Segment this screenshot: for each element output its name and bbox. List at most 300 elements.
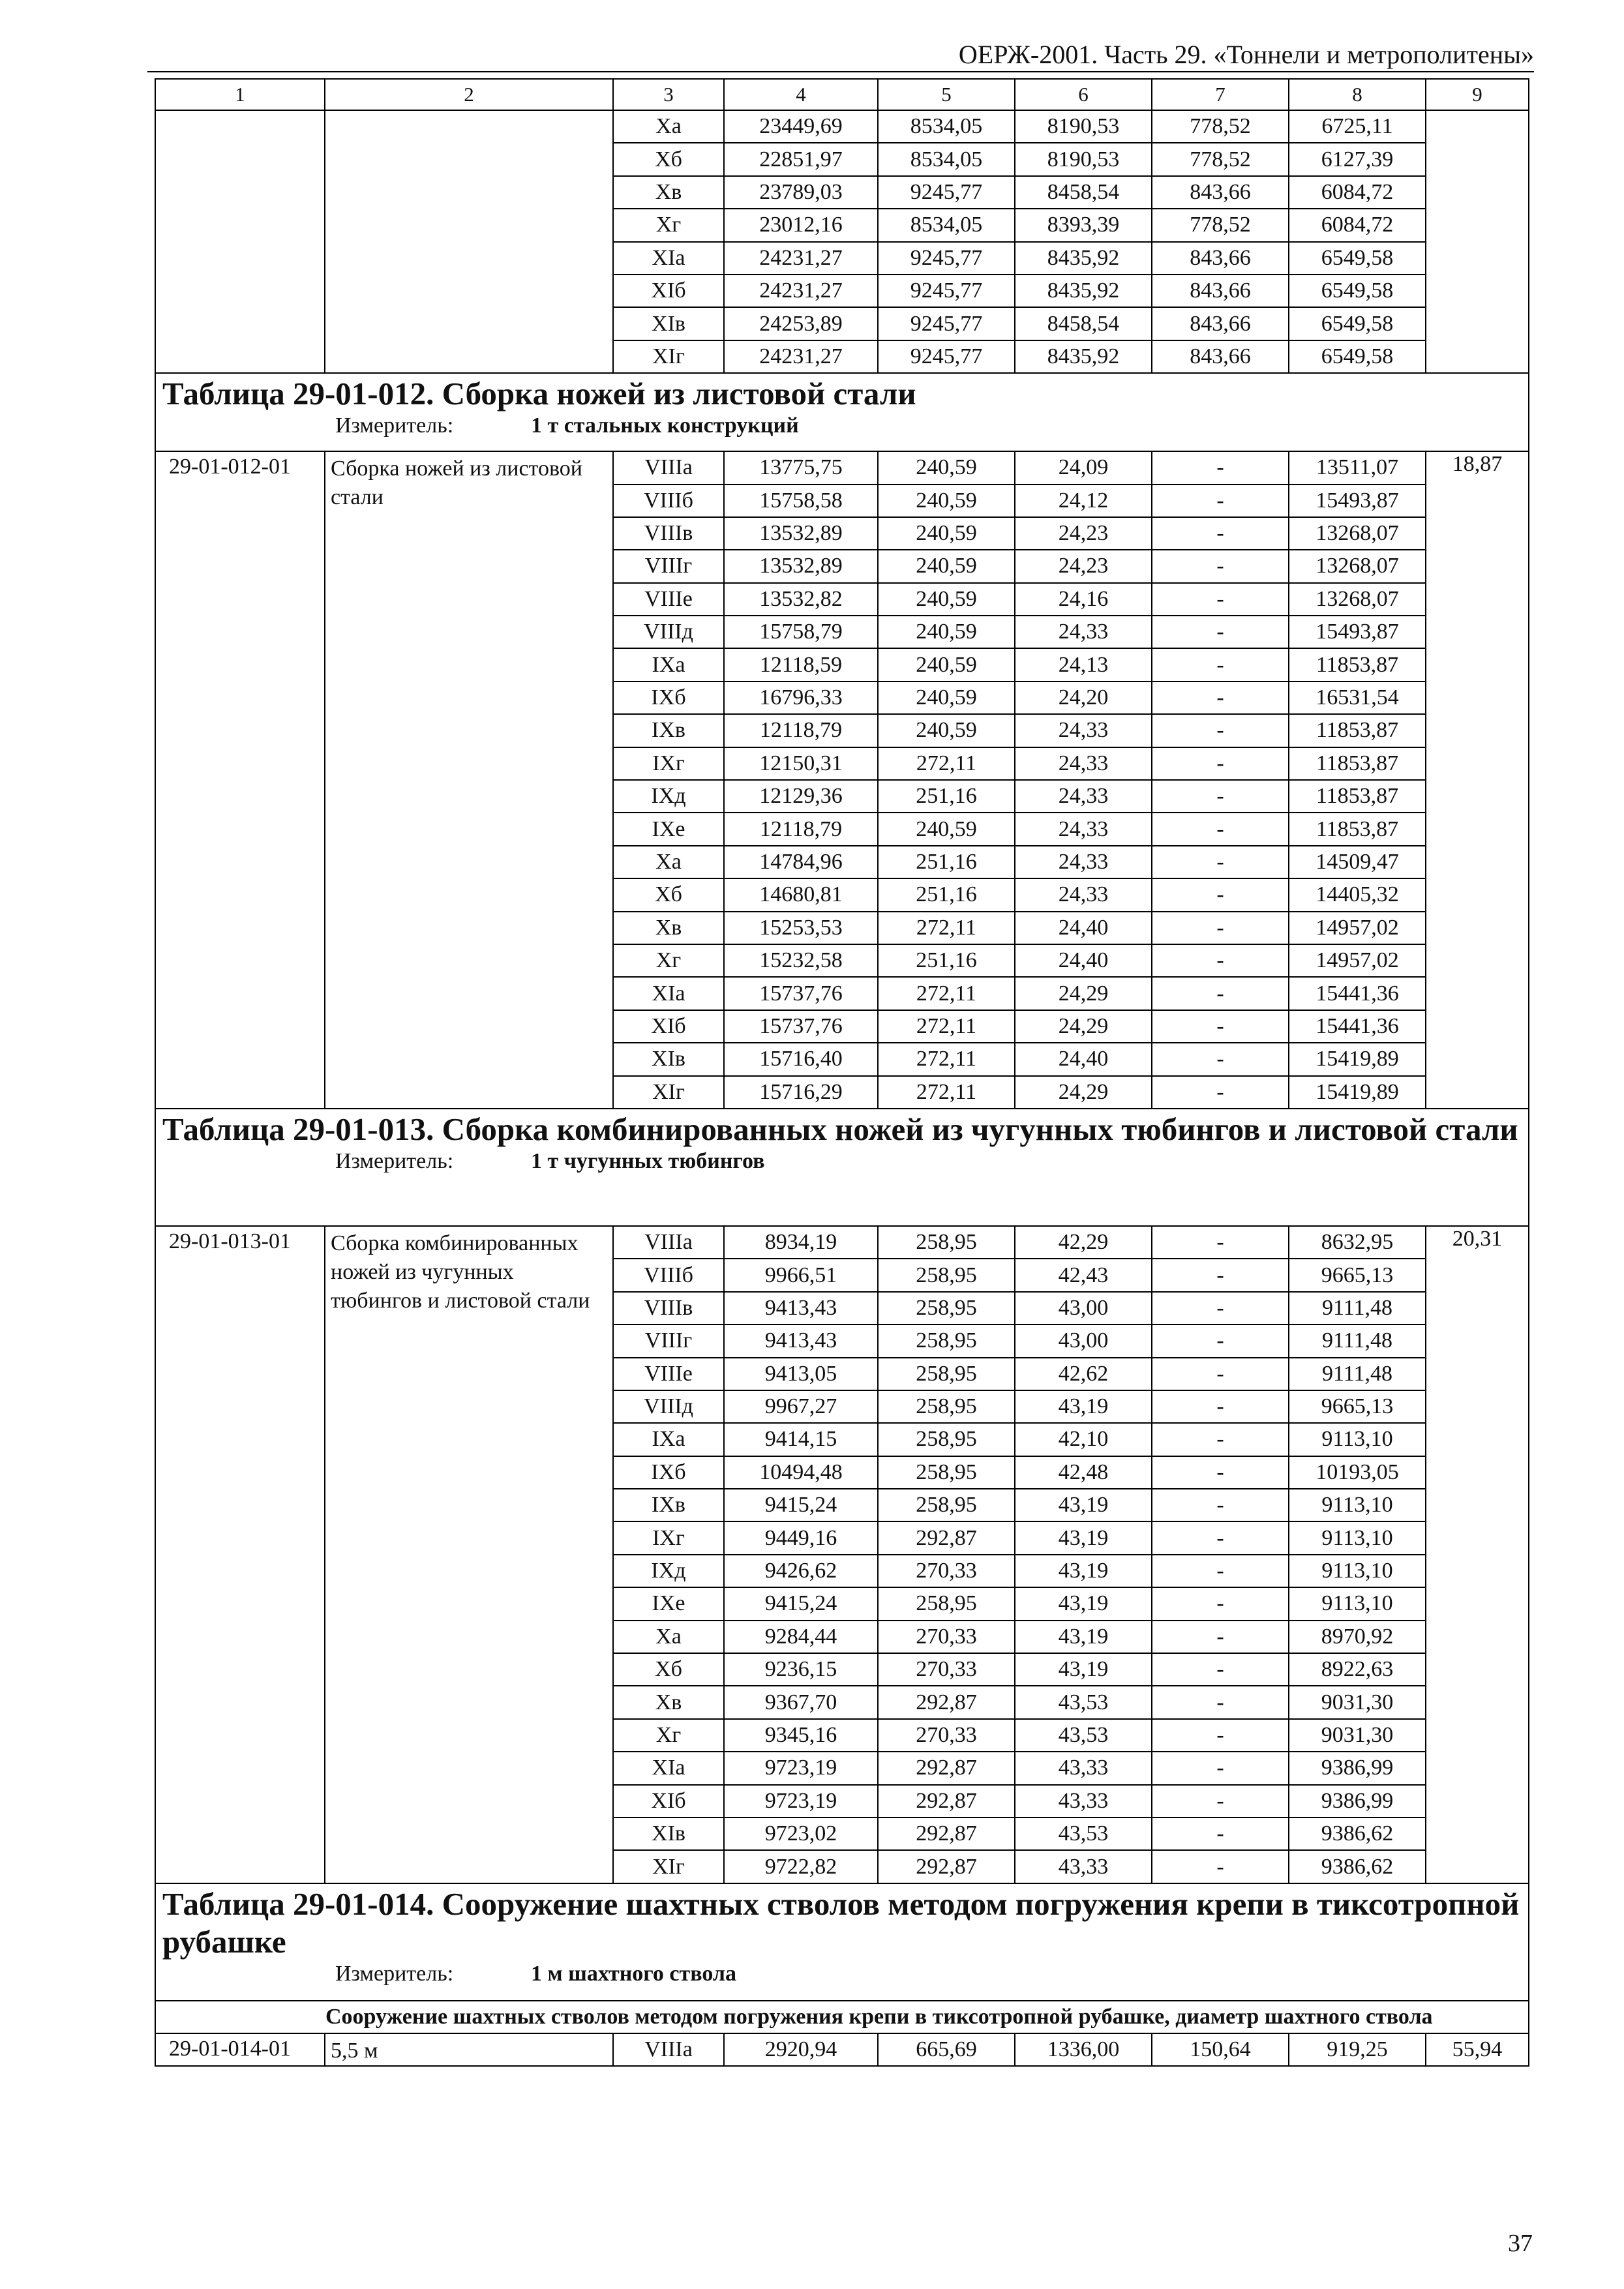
value-cell: 24231,27: [724, 242, 878, 275]
value-cell: 43,33: [1015, 1785, 1152, 1818]
value-cell: XIв: [613, 307, 724, 340]
code-cell: [155, 110, 325, 373]
value-cell: 843,66: [1152, 340, 1289, 373]
value-cell: 12129,36: [724, 780, 878, 813]
value-cell: 150,64: [1152, 2033, 1289, 2066]
value-cell: -: [1152, 1010, 1289, 1043]
value-cell: 9236,15: [724, 1653, 878, 1686]
value-cell: 292,87: [878, 1785, 1015, 1818]
value-cell: 24,09: [1015, 451, 1152, 484]
value-cell: 9113,10: [1289, 1489, 1426, 1521]
value-cell: VIIIв: [613, 517, 724, 550]
value-cell: 272,11: [878, 912, 1015, 944]
value-cell: 9245,77: [878, 307, 1015, 340]
value-cell: 843,66: [1152, 307, 1289, 340]
value-cell: -: [1152, 1390, 1289, 1423]
table-body: [155, 79, 1529, 2066]
value-cell: IXб: [613, 681, 724, 714]
value-cell: 272,11: [878, 1010, 1015, 1043]
value-cell: 15737,76: [724, 977, 878, 1010]
unit-label: Измеритель:: [335, 413, 454, 438]
value-cell: 6549,58: [1289, 340, 1426, 373]
value-cell: 12118,79: [724, 813, 878, 845]
value-cell: 13268,07: [1289, 517, 1426, 550]
value-cell: 24,33: [1015, 714, 1152, 747]
value-cell: -: [1152, 1850, 1289, 1883]
value-cell: 292,87: [878, 1752, 1015, 1784]
value-cell: 16531,54: [1289, 681, 1426, 714]
table-title: Таблица 29-01-014. Сооружение шахтных стволов методом погружения крепи в тиксотропной рубашке: [162, 1885, 1520, 1960]
value-cell: 272,11: [878, 1076, 1015, 1109]
value-cell: 43,19: [1015, 1390, 1152, 1423]
value-cell: 10193,05: [1289, 1456, 1426, 1489]
value-cell: 9966,51: [724, 1259, 878, 1291]
value-cell: 2920,94: [724, 2033, 878, 2066]
value-cell: 8435,92: [1015, 242, 1152, 275]
column-number: 7: [1152, 79, 1289, 110]
value-cell: -: [1152, 1226, 1289, 1259]
value-cell: XIб: [613, 1010, 724, 1043]
value-cell: 240,59: [878, 648, 1015, 681]
value-cell: 13532,89: [724, 517, 878, 550]
value-cell: 9426,62: [724, 1555, 878, 1587]
value-cell: 270,33: [878, 1621, 1015, 1653]
value-cell: 9449,16: [724, 1521, 878, 1554]
value-cell: 24,33: [1015, 846, 1152, 878]
value-cell: 13511,07: [1289, 451, 1426, 484]
value-cell: VIIIд: [613, 1390, 724, 1423]
value-cell: IXe: [613, 1587, 724, 1620]
value-cell: -: [1152, 1818, 1289, 1850]
header-rule: [147, 71, 1534, 72]
value-cell: -: [1152, 1587, 1289, 1620]
value-cell: -: [1152, 681, 1289, 714]
value-cell: 24,40: [1015, 912, 1152, 944]
value-cell: 240,59: [878, 681, 1015, 714]
value-cell: 9722,82: [724, 1850, 878, 1883]
col9-cell: 20,31: [1426, 1226, 1529, 1883]
value-cell: -: [1152, 550, 1289, 582]
value-cell: 9723,19: [724, 1785, 878, 1818]
value-cell: 13532,89: [724, 550, 878, 582]
value-cell: VIIIд: [613, 616, 724, 648]
value-cell: 43,53: [1015, 1686, 1152, 1718]
value-cell: 15493,87: [1289, 485, 1426, 517]
value-cell: 15232,58: [724, 944, 878, 977]
value-cell: 24,33: [1015, 616, 1152, 648]
value-cell: 15758,58: [724, 485, 878, 517]
value-cell: XIa: [613, 1752, 724, 1784]
value-cell: Xб: [613, 1653, 724, 1686]
col9-cell: 18,87: [1426, 451, 1529, 1109]
value-cell: 11853,87: [1289, 747, 1426, 780]
value-cell: 272,11: [878, 977, 1015, 1010]
value-cell: 24,40: [1015, 1043, 1152, 1075]
value-cell: 8435,92: [1015, 275, 1152, 307]
value-cell: VIIIe: [613, 583, 724, 616]
value-cell: 292,87: [878, 1818, 1015, 1850]
value-cell: Xб: [613, 878, 724, 911]
value-cell: -: [1152, 648, 1289, 681]
table-title: Таблица 29-01-012. Сборка ножей из листовой стали: [162, 376, 916, 412]
value-cell: 8970,92: [1289, 1621, 1426, 1653]
value-cell: VIIIб: [613, 1259, 724, 1291]
value-cell: 258,95: [878, 1292, 1015, 1324]
column-number-row: [155, 79, 1529, 110]
value-cell: 9111,48: [1289, 1324, 1426, 1357]
value-cell: IXe: [613, 813, 724, 845]
table-row: [155, 2033, 1529, 2066]
value-cell: 43,33: [1015, 1752, 1152, 1784]
value-cell: 9665,13: [1289, 1390, 1426, 1423]
value-cell: 258,95: [878, 1423, 1015, 1456]
value-cell: 43,00: [1015, 1324, 1152, 1357]
value-cell: 42,48: [1015, 1456, 1152, 1489]
value-cell: -: [1152, 813, 1289, 845]
value-cell: 778,52: [1152, 209, 1289, 241]
value-cell: IXв: [613, 1489, 724, 1521]
value-cell: 258,95: [878, 1226, 1015, 1259]
value-cell: 8922,63: [1289, 1653, 1426, 1686]
value-cell: -: [1152, 1324, 1289, 1357]
value-cell: 43,53: [1015, 1719, 1152, 1752]
value-cell: IXв: [613, 714, 724, 747]
col9-cell: [1426, 110, 1529, 373]
value-cell: -: [1152, 1456, 1289, 1489]
subheading-row: [155, 2001, 1529, 2033]
value-cell: 15758,79: [724, 616, 878, 648]
value-cell: 6084,72: [1289, 209, 1426, 241]
value-cell: XIг: [613, 1850, 724, 1883]
code-cell: 29-01-014-01: [155, 2033, 325, 2066]
value-cell: 9413,43: [724, 1324, 878, 1357]
value-cell: 43,19: [1015, 1653, 1152, 1686]
value-cell: VIIIe: [613, 1358, 724, 1390]
value-cell: 270,33: [878, 1653, 1015, 1686]
value-cell: 24231,27: [724, 275, 878, 307]
value-cell: 9345,16: [724, 1719, 878, 1752]
value-cell: 22851,97: [724, 143, 878, 175]
value-cell: 258,95: [878, 1489, 1015, 1521]
value-cell: 42,43: [1015, 1259, 1152, 1291]
value-cell: 9245,77: [878, 275, 1015, 307]
value-cell: 1336,00: [1015, 2033, 1152, 2066]
value-cell: 23449,69: [724, 110, 878, 143]
value-cell: IXб: [613, 1456, 724, 1489]
value-cell: IXд: [613, 1555, 724, 1587]
value-cell: 24,16: [1015, 583, 1152, 616]
value-cell: 9723,19: [724, 1752, 878, 1784]
value-cell: 270,33: [878, 1555, 1015, 1587]
value-cell: 43,00: [1015, 1292, 1152, 1324]
value-cell: 24,29: [1015, 977, 1152, 1010]
value-cell: 6549,58: [1289, 307, 1426, 340]
value-cell: 9665,13: [1289, 1259, 1426, 1291]
value-cell: -: [1152, 583, 1289, 616]
column-number: 6: [1015, 79, 1152, 110]
page-number: 37: [1508, 2230, 1533, 2257]
table-title-row: [155, 1883, 1529, 2001]
value-cell: 240,59: [878, 583, 1015, 616]
value-cell: VIIIб: [613, 485, 724, 517]
value-cell: 12118,59: [724, 648, 878, 681]
name-cell: Сборка комбинированных ножей из чугунных тюбингов и листовой стали: [325, 1226, 613, 1883]
value-cell: -: [1152, 1752, 1289, 1784]
value-cell: 6127,39: [1289, 143, 1426, 175]
value-cell: 15493,87: [1289, 616, 1426, 648]
value-cell: -: [1152, 1259, 1289, 1291]
value-cell: 251,16: [878, 780, 1015, 813]
value-cell: 15441,36: [1289, 977, 1426, 1010]
value-cell: 258,95: [878, 1358, 1015, 1390]
value-cell: 665,69: [878, 2033, 1015, 2066]
value-cell: IXг: [613, 747, 724, 780]
value-cell: -: [1152, 1358, 1289, 1390]
value-cell: 24253,89: [724, 307, 878, 340]
unit-value: 1 т стальных конструкций: [531, 413, 799, 438]
value-cell: 10494,48: [724, 1456, 878, 1489]
value-cell: Xa: [613, 846, 724, 878]
value-cell: -: [1152, 747, 1289, 780]
value-cell: 8458,54: [1015, 307, 1152, 340]
value-cell: 15737,76: [724, 1010, 878, 1043]
value-cell: -: [1152, 1043, 1289, 1075]
value-cell: 42,10: [1015, 1423, 1152, 1456]
value-cell: -: [1152, 1719, 1289, 1752]
value-cell: Xг: [613, 209, 724, 241]
value-cell: 251,16: [878, 944, 1015, 977]
unit-line: [162, 1961, 1524, 1987]
value-cell: 12150,31: [724, 747, 878, 780]
value-cell: 13268,07: [1289, 583, 1426, 616]
value-cell: 258,95: [878, 1587, 1015, 1620]
value-cell: 14957,02: [1289, 944, 1426, 977]
value-cell: IXг: [613, 1521, 724, 1554]
value-cell: 13268,07: [1289, 550, 1426, 582]
value-cell: 43,19: [1015, 1521, 1152, 1554]
value-cell: 9413,43: [724, 1292, 878, 1324]
value-cell: 42,29: [1015, 1226, 1152, 1259]
unit-label: Измеритель:: [335, 1961, 454, 1986]
value-cell: Xв: [613, 912, 724, 944]
value-cell: 15441,36: [1289, 1010, 1426, 1043]
value-cell: -: [1152, 714, 1289, 747]
code-cell: 29-01-013-01: [155, 1226, 325, 1883]
value-cell: 15419,89: [1289, 1076, 1426, 1109]
table-title-cell: [155, 1883, 1529, 2001]
value-cell: VIIIa: [613, 1226, 724, 1259]
value-cell: 258,95: [878, 1324, 1015, 1357]
value-cell: 240,59: [878, 616, 1015, 648]
value-cell: -: [1152, 451, 1289, 484]
code-cell: 29-01-012-01: [155, 451, 325, 1109]
value-cell: 778,52: [1152, 143, 1289, 175]
value-cell: 24,23: [1015, 517, 1152, 550]
value-cell: VIIIa: [613, 451, 724, 484]
column-number: 1: [155, 79, 325, 110]
value-cell: -: [1152, 1555, 1289, 1587]
value-cell: 15716,29: [724, 1076, 878, 1109]
value-cell: 6084,72: [1289, 176, 1426, 209]
value-cell: XIг: [613, 340, 724, 373]
value-cell: 24,12: [1015, 485, 1152, 517]
value-cell: 16796,33: [724, 681, 878, 714]
value-cell: 258,95: [878, 1390, 1015, 1423]
value-cell: IXa: [613, 648, 724, 681]
value-cell: 9414,15: [724, 1423, 878, 1456]
value-cell: 240,59: [878, 517, 1015, 550]
value-cell: -: [1152, 878, 1289, 911]
value-cell: -: [1152, 1292, 1289, 1324]
value-cell: -: [1152, 485, 1289, 517]
unit-label: Измеритель:: [335, 1148, 454, 1173]
value-cell: XIб: [613, 1785, 724, 1818]
value-cell: 43,53: [1015, 1818, 1152, 1850]
value-cell: Xa: [613, 1621, 724, 1653]
value-cell: 9245,77: [878, 176, 1015, 209]
value-cell: VIIIг: [613, 550, 724, 582]
value-cell: 11853,87: [1289, 813, 1426, 845]
value-cell: 251,16: [878, 846, 1015, 878]
value-cell: 8632,95: [1289, 1226, 1426, 1259]
value-cell: IXa: [613, 1423, 724, 1456]
value-cell: -: [1152, 1785, 1289, 1818]
value-cell: 9245,77: [878, 242, 1015, 275]
name-cell: 5,5 м: [325, 2033, 613, 2066]
table-title-row: [155, 1109, 1529, 1226]
value-cell: 9386,99: [1289, 1785, 1426, 1818]
value-cell: 292,87: [878, 1521, 1015, 1554]
value-cell: -: [1152, 1621, 1289, 1653]
value-cell: 240,59: [878, 451, 1015, 484]
value-cell: 8393,39: [1015, 209, 1152, 241]
value-cell: 14680,81: [724, 878, 878, 911]
value-cell: -: [1152, 944, 1289, 977]
value-cell: 258,95: [878, 1259, 1015, 1291]
value-cell: 12118,79: [724, 714, 878, 747]
value-cell: 24,33: [1015, 780, 1152, 813]
subheading-cell: Сооружение шахтных стволов методом погружения крепи в тиксотропной рубашке, диаметр шахтного ствола: [155, 2001, 1529, 2033]
value-cell: -: [1152, 616, 1289, 648]
value-cell: 919,25: [1289, 2033, 1426, 2066]
name-cell: [325, 110, 613, 373]
value-cell: 24,33: [1015, 747, 1152, 780]
value-cell: 6725,11: [1289, 110, 1426, 143]
value-cell: 8534,05: [878, 143, 1015, 175]
value-cell: 9386,62: [1289, 1850, 1426, 1883]
value-cell: 8435,92: [1015, 340, 1152, 373]
value-cell: 15419,89: [1289, 1043, 1426, 1075]
table-title: Таблица 29-01-013. Сборка комбинированных ножей из чугунных тюбингов и листовой стали: [162, 1111, 1518, 1147]
value-cell: 42,62: [1015, 1358, 1152, 1390]
running-header: ОЕРЖ-2001. Часть 29. «Тоннели и метрополитены»: [958, 40, 1534, 69]
unit-line: [162, 413, 1524, 439]
value-cell: -: [1152, 1521, 1289, 1554]
value-cell: -: [1152, 912, 1289, 944]
value-cell: 8934,19: [724, 1226, 878, 1259]
value-cell: 843,66: [1152, 176, 1289, 209]
value-cell: VIIIa: [613, 2033, 724, 2066]
column-number: 8: [1289, 79, 1426, 110]
value-cell: Xб: [613, 143, 724, 175]
value-cell: XIa: [613, 242, 724, 275]
value-cell: 240,59: [878, 485, 1015, 517]
value-cell: 43,19: [1015, 1489, 1152, 1521]
value-cell: 8458,54: [1015, 176, 1152, 209]
value-cell: XIг: [613, 1076, 724, 1109]
value-cell: 9386,62: [1289, 1818, 1426, 1850]
value-cell: 24,33: [1015, 878, 1152, 911]
value-cell: 9415,24: [724, 1587, 878, 1620]
value-cell: -: [1152, 1686, 1289, 1718]
unit-line: [162, 1148, 1524, 1174]
value-cell: IXд: [613, 780, 724, 813]
value-cell: 24,20: [1015, 681, 1152, 714]
value-cell: 14405,32: [1289, 878, 1426, 911]
column-number: 3: [613, 79, 724, 110]
value-cell: 6549,58: [1289, 275, 1426, 307]
value-cell: VIIIг: [613, 1324, 724, 1357]
value-cell: 13532,82: [724, 583, 878, 616]
value-cell: 14509,47: [1289, 846, 1426, 878]
value-cell: 9284,44: [724, 1621, 878, 1653]
value-cell: 9031,30: [1289, 1719, 1426, 1752]
value-cell: 24,29: [1015, 1010, 1152, 1043]
column-number: 4: [724, 79, 878, 110]
value-cell: XIб: [613, 275, 724, 307]
value-cell: XIв: [613, 1818, 724, 1850]
value-cell: 43,33: [1015, 1850, 1152, 1883]
value-cell: 270,33: [878, 1719, 1015, 1752]
value-cell: 15253,53: [724, 912, 878, 944]
value-cell: 9113,10: [1289, 1555, 1426, 1587]
value-cell: 292,87: [878, 1850, 1015, 1883]
estimate-table: [155, 78, 1529, 2067]
value-cell: XIв: [613, 1043, 724, 1075]
value-cell: 23789,03: [724, 176, 878, 209]
value-cell: -: [1152, 1423, 1289, 1456]
value-cell: 843,66: [1152, 242, 1289, 275]
value-cell: 272,11: [878, 1043, 1015, 1075]
value-cell: 6549,58: [1289, 242, 1426, 275]
value-cell: 24,29: [1015, 1076, 1152, 1109]
value-cell: 11853,87: [1289, 648, 1426, 681]
value-cell: 9111,48: [1289, 1292, 1426, 1324]
value-cell: 9723,02: [724, 1818, 878, 1850]
value-cell: 43,19: [1015, 1555, 1152, 1587]
value-cell: 9113,10: [1289, 1587, 1426, 1620]
value-cell: 778,52: [1152, 110, 1289, 143]
value-cell: Xa: [613, 110, 724, 143]
value-cell: 9386,99: [1289, 1752, 1426, 1784]
value-cell: 9245,77: [878, 340, 1015, 373]
value-cell: 13775,75: [724, 451, 878, 484]
table-row: [155, 1226, 1529, 1259]
value-cell: -: [1152, 846, 1289, 878]
value-cell: 9413,05: [724, 1358, 878, 1390]
value-cell: -: [1152, 780, 1289, 813]
value-cell: 11853,87: [1289, 780, 1426, 813]
value-cell: -: [1152, 977, 1289, 1010]
value-cell: 15716,40: [724, 1043, 878, 1075]
name-cell: Сборка ножей из листовой стали: [325, 451, 613, 1109]
value-cell: Xг: [613, 944, 724, 977]
value-cell: 24,40: [1015, 944, 1152, 977]
value-cell: 251,16: [878, 878, 1015, 911]
table-row: [155, 451, 1529, 484]
unit-value: 1 м шахтного ствола: [531, 1961, 736, 1986]
unit-value: 1 т чугунных тюбингов: [531, 1148, 765, 1173]
